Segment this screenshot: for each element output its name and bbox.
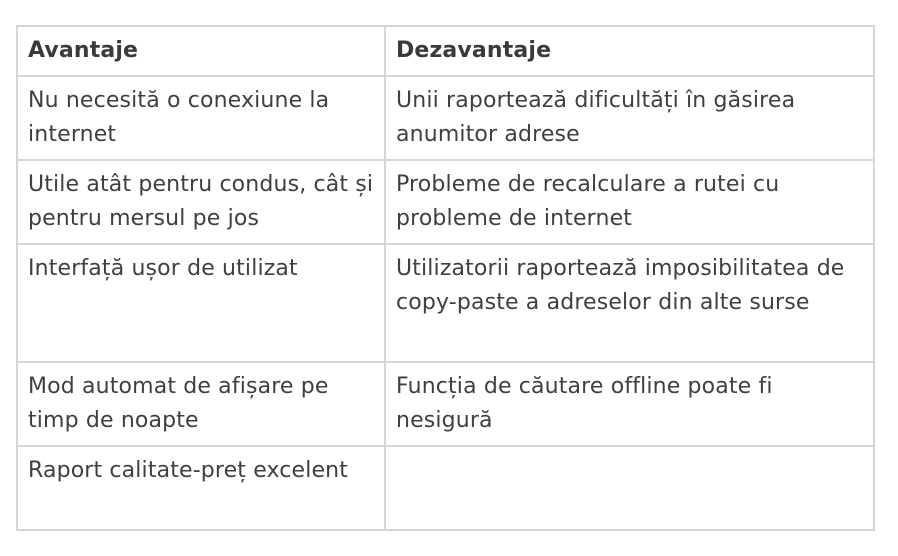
cell-advantage: Nu necesită o conexiune la internet (17, 76, 385, 160)
table-row (17, 244, 874, 362)
cell-disadvantage: Funcția de căutare offline poate fi nesigură (385, 362, 874, 446)
cell-advantage: Mod automat de afișare pe timp de noapte (17, 362, 385, 446)
header-avantaje: Avantaje (17, 26, 385, 76)
table-row (17, 446, 874, 530)
table-row (17, 362, 874, 446)
table-row (17, 76, 874, 160)
cell-advantage: Raport calitate-preț excelent (17, 446, 385, 530)
pros-cons-table (16, 25, 875, 531)
table-header-row (17, 26, 874, 76)
cell-advantage: Interfață ușor de utilizat (17, 244, 385, 362)
cell-disadvantage: Probleme de recalculare a rutei cu probleme de internet (385, 160, 874, 244)
cell-disadvantage-empty (385, 446, 874, 530)
table-row (17, 160, 874, 244)
cell-disadvantage: Utilizatorii raportează imposibilitatea de copy-paste a adreselor din alte surse (385, 244, 874, 362)
cell-advantage: Utile atât pentru condus, cât și pentru mersul pe jos (17, 160, 385, 244)
header-dezavantaje: Dezavantaje (385, 26, 874, 76)
cell-disadvantage: Unii raportează dificultăți în găsirea anumitor adrese (385, 76, 874, 160)
pros-cons-table-container (16, 25, 873, 531)
